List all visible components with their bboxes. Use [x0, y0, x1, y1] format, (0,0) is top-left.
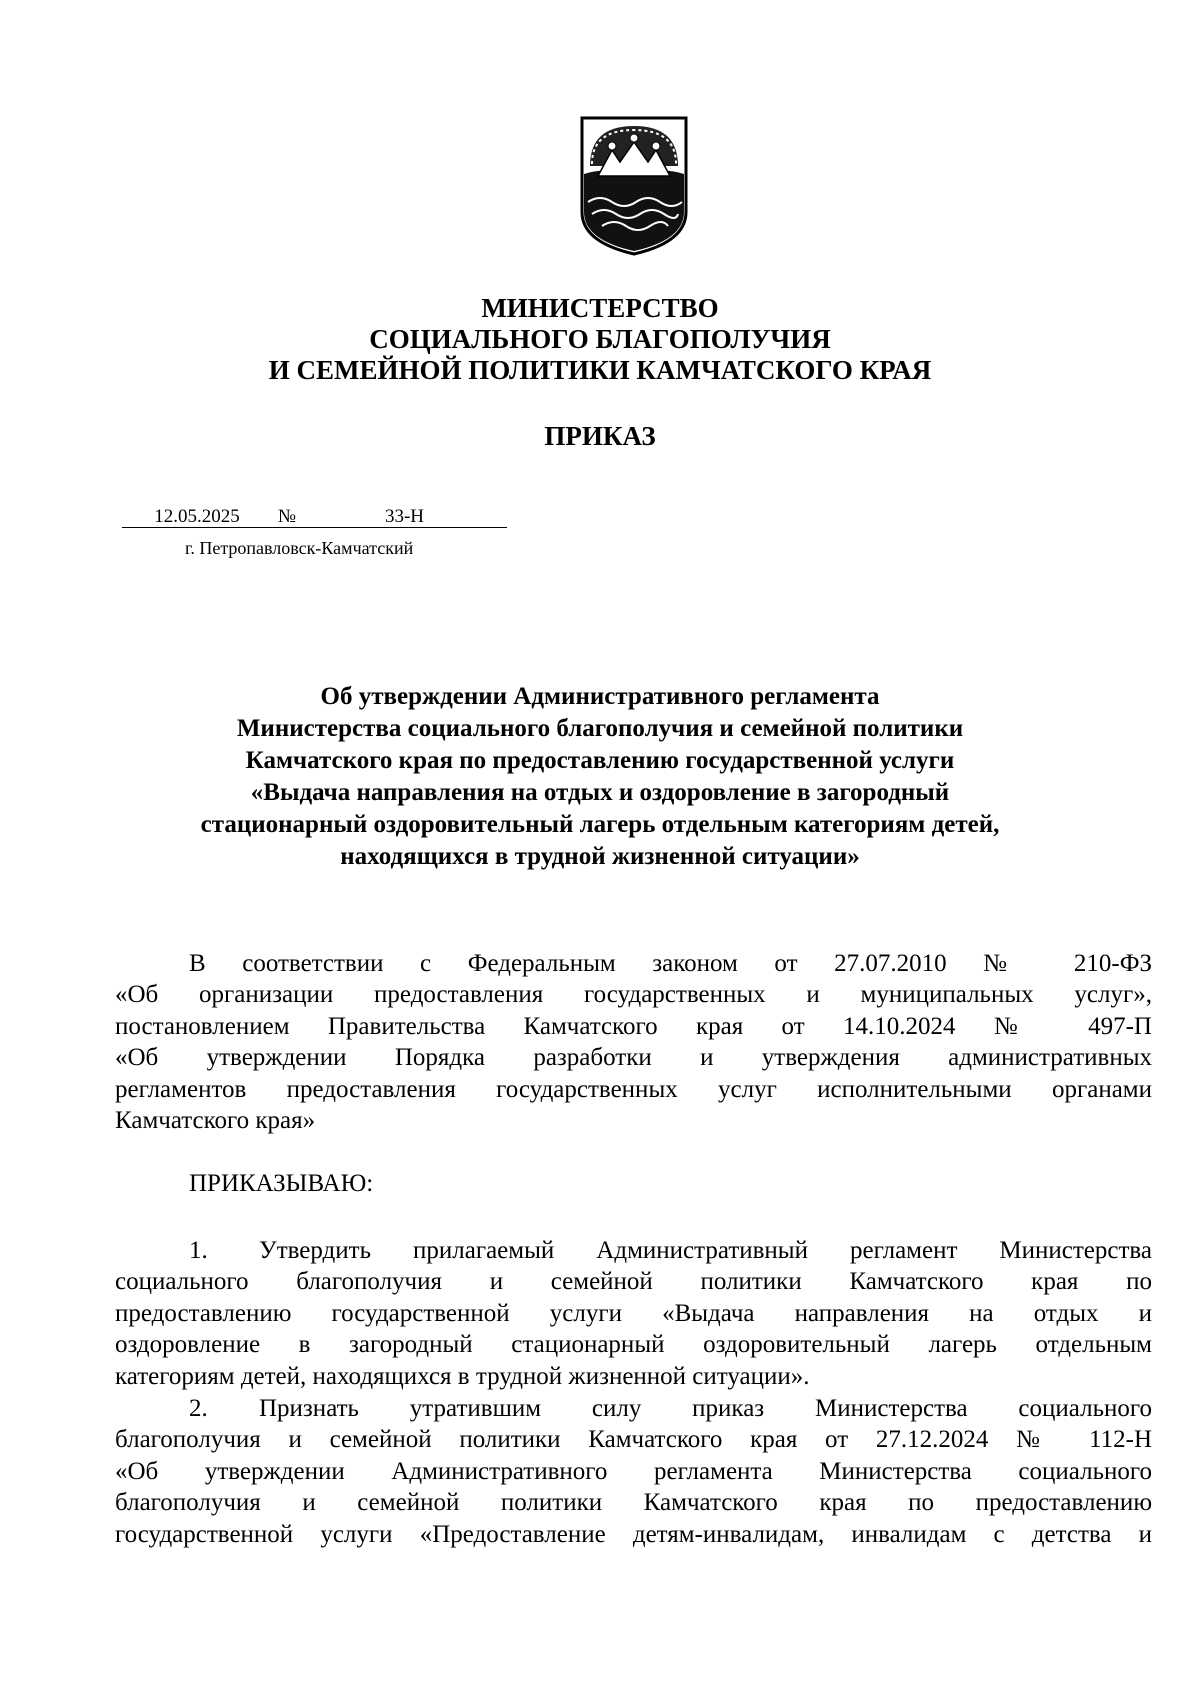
subject-line: «Выдача направления на отдых и оздоровление в загородный [250, 779, 950, 806]
subject-line: Министерства социального благополучия и семейной политики [236, 715, 964, 742]
subject-line: стационарный оздоровительный лагерь отдельным категориям детей, [200, 811, 1000, 838]
item-line: категориям детей, находящихся в трудной жизненной ситуации». [115, 1362, 810, 1390]
number-label: № [272, 507, 302, 528]
item-line: благополучия и семейной политики Камчатского края от 27.12.2024 № 112-Н [115, 1426, 1152, 1454]
subject-line: Камчатского края по предоставлению государственной услуги [245, 747, 955, 774]
preamble-line: В соответствии с Федеральным законом от 27.07.2010 № 210-ФЗ [189, 950, 1152, 977]
document-date: 12.05.2025 [122, 507, 272, 528]
ministry-header-line: СОЦИАЛЬНОГО БЛАГОПОЛУЧИЯ [369, 324, 831, 354]
subject-line: Об утверждении Административного регламента [320, 683, 880, 710]
item-line: Утвердить прилагаемый Административный регламент Министерства [259, 1237, 1152, 1264]
item-line: социального благополучия и семейной политики Камчатского края по [115, 1268, 1152, 1296]
preamble-line: Камчатского края» [115, 1107, 316, 1135]
order-item-2 [115, 1393, 1152, 1550]
preamble-line: «Об утверждении Порядка разработки и утверждения административных [115, 1044, 1152, 1072]
item-line: оздоровление в загородный стационарный оздоровительный лагерь отдельным [115, 1331, 1152, 1359]
kamchatka-emblem-icon [578, 114, 690, 256]
ministry-header-line: И СЕМЕЙНОЙ ПОЛИТИКИ КАМЧАТСКОГО КРАЯ [268, 355, 932, 385]
order-word: ПРИКАЗЫВАЮ: [189, 1170, 374, 1197]
item-number: 1. [189, 1237, 208, 1264]
item-number: 2. [189, 1395, 208, 1422]
document-type-title: ПРИКАЗ [544, 421, 656, 451]
item-line: благополучия и семейной политики Камчатского края по предоставлению [115, 1489, 1152, 1517]
order-item-1 [115, 1235, 1152, 1392]
ministry-header [100, 293, 1100, 386]
city-line: г. Петропавловск-Камчатский [185, 538, 414, 558]
item-first-line [115, 1235, 1152, 1266]
item-first-line [115, 1393, 1152, 1424]
ministry-header-line: МИНИСТЕРСТВО [481, 293, 719, 323]
subject-line: находящихся в трудной жизненной ситуации» [340, 843, 860, 870]
document-subject [100, 681, 1100, 873]
item-line: Признать утратившим силу приказ Министерства социального [259, 1395, 1152, 1422]
date-number-line [122, 506, 507, 528]
preamble-paragraph [115, 948, 1152, 1136]
preamble-line: постановлением Правительства Камчатского края от 14.10.2024 № 497-П [115, 1012, 1152, 1040]
preamble-line: «Об организации предоставления государственных и муниципальных услуг», [115, 981, 1152, 1009]
item-line: «Об утверждении Административного регламента Министерства социального [115, 1457, 1152, 1485]
document-number: 33-Н [302, 507, 507, 528]
item-line: предоставлению государственной услуги «Выдача направления на отдых и [115, 1299, 1152, 1327]
preamble-line: регламентов предоставления государственных услуг исполнительными органами [115, 1075, 1152, 1103]
item-line: государственной услуги «Предоставление детям-инвалидам, инвалидам с детства и [115, 1520, 1152, 1548]
